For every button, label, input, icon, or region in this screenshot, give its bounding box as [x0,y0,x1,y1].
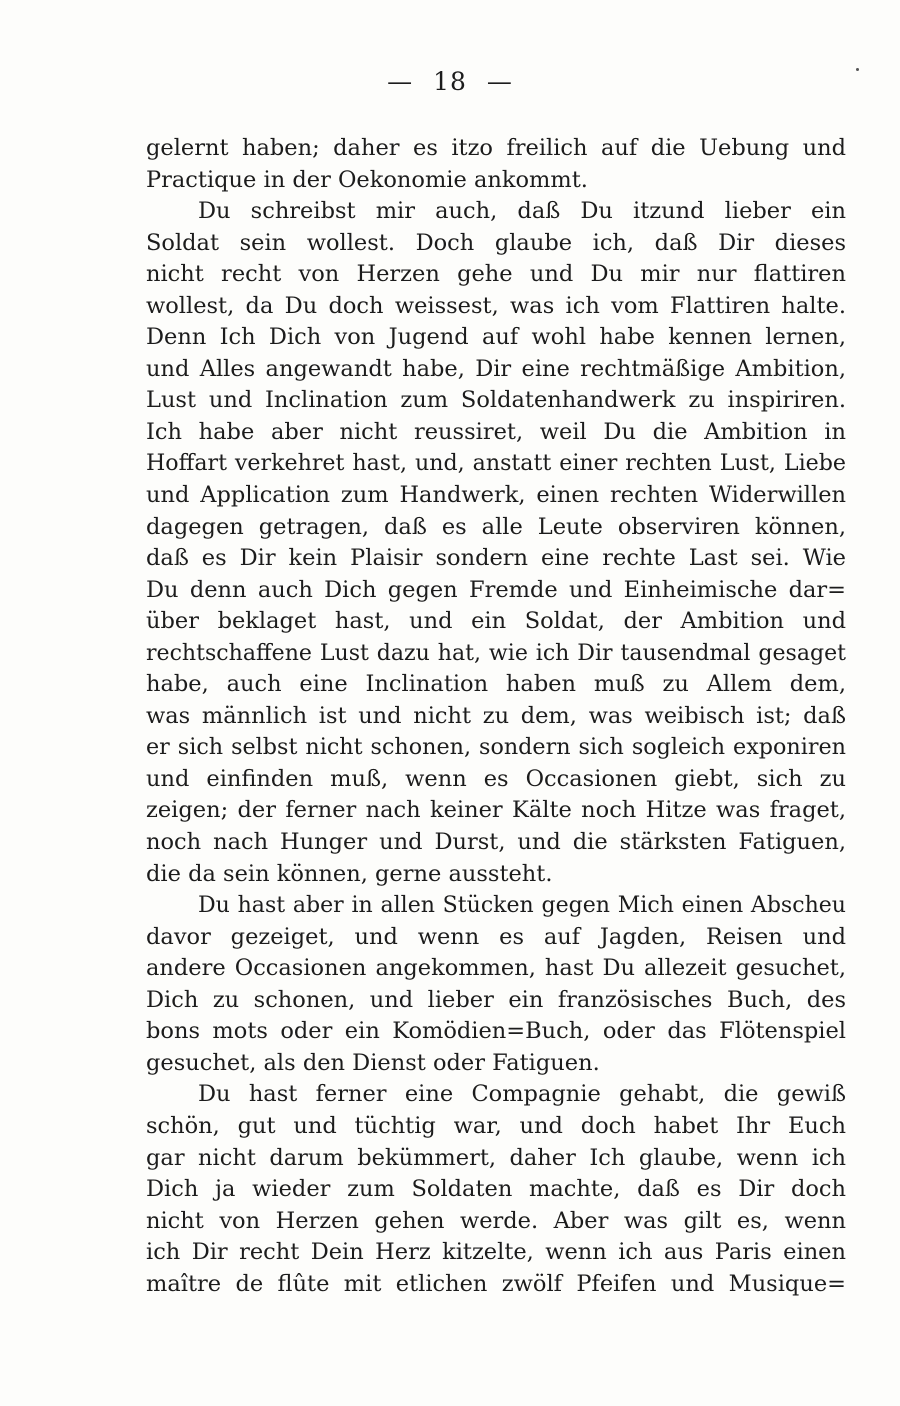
text-line: Practique in der Oekonomie ankommt. [146,166,588,193]
text-line: habe, auch eine Inclination haben muß zu Allem dem, [146,671,846,698]
text-line: maître de flûte mit etlichen zwölf Pfeifen und Musique= [146,1270,846,1297]
text-line: wollest, da Du doch weissest, was ich vom Flattiren halte. [146,292,846,319]
text-line: Denn Ich Dich von Jugend auf wohl habe kennen lernen, [146,324,846,351]
text-line: und Application zum Handwerk, einen rechten Widerwillen [146,482,846,509]
text-line: davor gezeiget, und wenn es auf Jagden, Reisen und [146,923,846,950]
text-line: rechtschaffene Lust dazu hat, wie ich Dir tausendmal gesaget [146,640,846,666]
text-line: nicht von Herzen gehen werde. Aber was gilt es, wenn [146,1207,846,1234]
text-line: schön, gut und tüchtig war, und doch habet Ihr Euch [146,1112,846,1139]
text-line: die da sein können, gerne aussteht. [146,860,553,887]
body-text [146,133,846,1300]
text-line: Soldat sein wollest. Doch glaube ich, daß Dir dieses [146,229,846,256]
text-line: über beklaget hast, und ein Soldat, der Ambition und [146,608,846,635]
text-line: zeigen; der ferner nach keiner Kälte noch Hitze was fraget, [146,797,846,824]
text-line: gar nicht darum bekümmert, daher Ich glaube, wenn ich [146,1144,846,1171]
text-line: Hoffart verkehret hast, und, anstatt einer rechten Lust, Liebe [146,450,846,477]
text-line: was männlich ist und nicht zu dem, was weibisch ist; daß [146,702,846,729]
text-line: Du hast aber in allen Stücken gegen Mich einen Abscheu [198,893,846,919]
text-line: ich Dir recht Dein Herz kitzelte, wenn ich aus Paris einen [146,1239,846,1266]
text-line: gelernt haben; daher es itzo freilich auf die Uebung und [146,135,846,161]
text-line: Du hast ferner eine Compagnie gehabt, die gewiß [198,1081,846,1108]
text-line: und einfinden muß, wenn es Occasionen giebt, sich zu [146,765,846,792]
text-line: nicht recht von Herzen gehe und Du mir nur flattiren [146,261,846,288]
text-line: bons mots oder ein Komödien=Buch, oder das Flötenspiel [146,1018,846,1045]
text-line: daß es Dir kein Plaisir sondern eine rechte Last sei. Wie [146,545,846,572]
text-line: Lust und Inclination zum Soldatenhandwerk zu inspiriren. [146,387,846,414]
text-line: dagegen getragen, daß es alle Leute observiren können, [146,513,846,540]
header-dash-left: — [387,67,414,96]
text-line: gesuchet, als den Dienst oder Fatiguen. [146,1049,600,1076]
text-line: andere Occasionen angekommen, hast Du allezeit gesuchet, [146,955,846,982]
header-dash-right: — [486,67,513,96]
text-line: und Alles angewandt habe, Dir eine rechtmäßige Ambition, [146,355,846,382]
text-line: Dich ja wieder zum Soldaten machte, daß es Dir doch [146,1176,846,1203]
page-number: 18 [433,67,467,96]
text-line: Du denn auch Dich gegen Fremde und Einheimische dar= [146,576,846,603]
text-line: Ich habe aber nicht reussiret, weil Du die Ambition in [146,418,846,445]
page-header [0,62,900,102]
text-line: noch nach Hunger und Durst, und die stärksten Fatiguen, [146,829,846,856]
text-line: Du schreibst mir auch, daß Du itzund lieber ein [198,198,846,225]
print-speck [856,68,859,71]
text-line: er sich selbst nicht schonen, sondern sich sogleich exponiren [146,734,846,761]
text-line: Dich zu schonen, und lieber ein französisches Buch, des [146,986,846,1013]
